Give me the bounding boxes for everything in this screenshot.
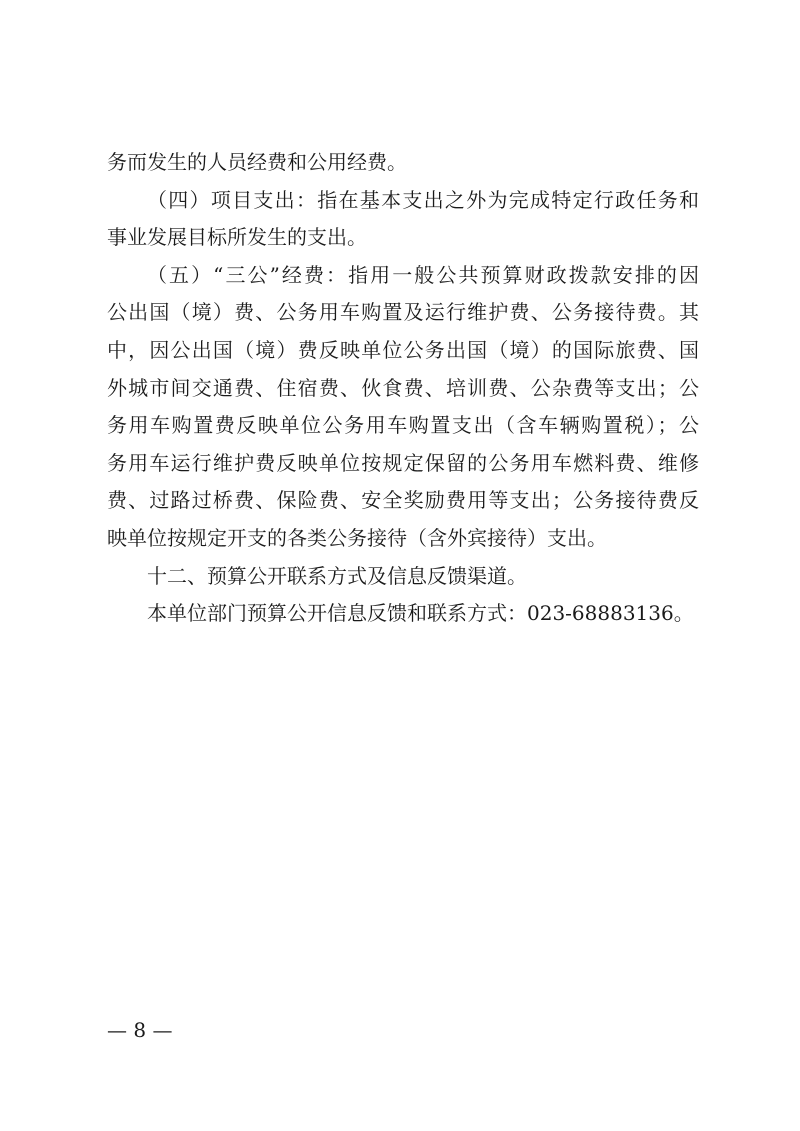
- page-number: — 8 —: [107, 1018, 173, 1042]
- text-line: 事业发展目标所发生的支出。: [107, 225, 367, 250]
- text-line: 中，因公出国（境）费反映单位公务出国（境）的国际旅费、国: [107, 337, 699, 362]
- text-line: （四）项目支出：指在基本支出之外为完成特定行政任务和: [147, 187, 699, 212]
- section-heading-twelve: [107, 558, 699, 596]
- paragraph-contact-info: [107, 595, 699, 633]
- section-title: 十二、预算公开联系方式及信息反馈渠道。: [147, 563, 527, 588]
- page-body: [107, 144, 699, 633]
- text-line: 映单位按规定开支的各类公务接待（含外宾接待）支出。: [107, 525, 607, 550]
- paragraph-three-public-expenses: [107, 257, 699, 558]
- text-line: 务用车运行维护费反映单位按规定保留的公务用车燃料费、维修: [107, 450, 699, 475]
- text-line: 务而发生的人员经费和公用经费。: [107, 150, 407, 174]
- paragraph-basic-expenditure-end: [107, 144, 699, 182]
- contact-line: 本单位部门预算公开信息反馈和联系方式：023-68883136。: [147, 601, 694, 626]
- paragraph-project-expenditure: [107, 182, 699, 257]
- text-line: 务用车购置费反映单位公务用车购置支出（含车辆购置税）；公: [107, 413, 699, 438]
- text-line: 外城市间交通费、住宿费、伙食费、培训费、公杂费等支出；公: [107, 375, 699, 400]
- text-line: 费、过路过桥费、保险费、安全奖励费用等支出；公务接待费反: [107, 488, 699, 513]
- text-line: 公出国（境）费、公务用车购置及运行维护费、公务接待费。其: [107, 300, 699, 325]
- text-line: （五）“三公”经费：指用一般公共预算财政拨款安排的因: [147, 262, 699, 287]
